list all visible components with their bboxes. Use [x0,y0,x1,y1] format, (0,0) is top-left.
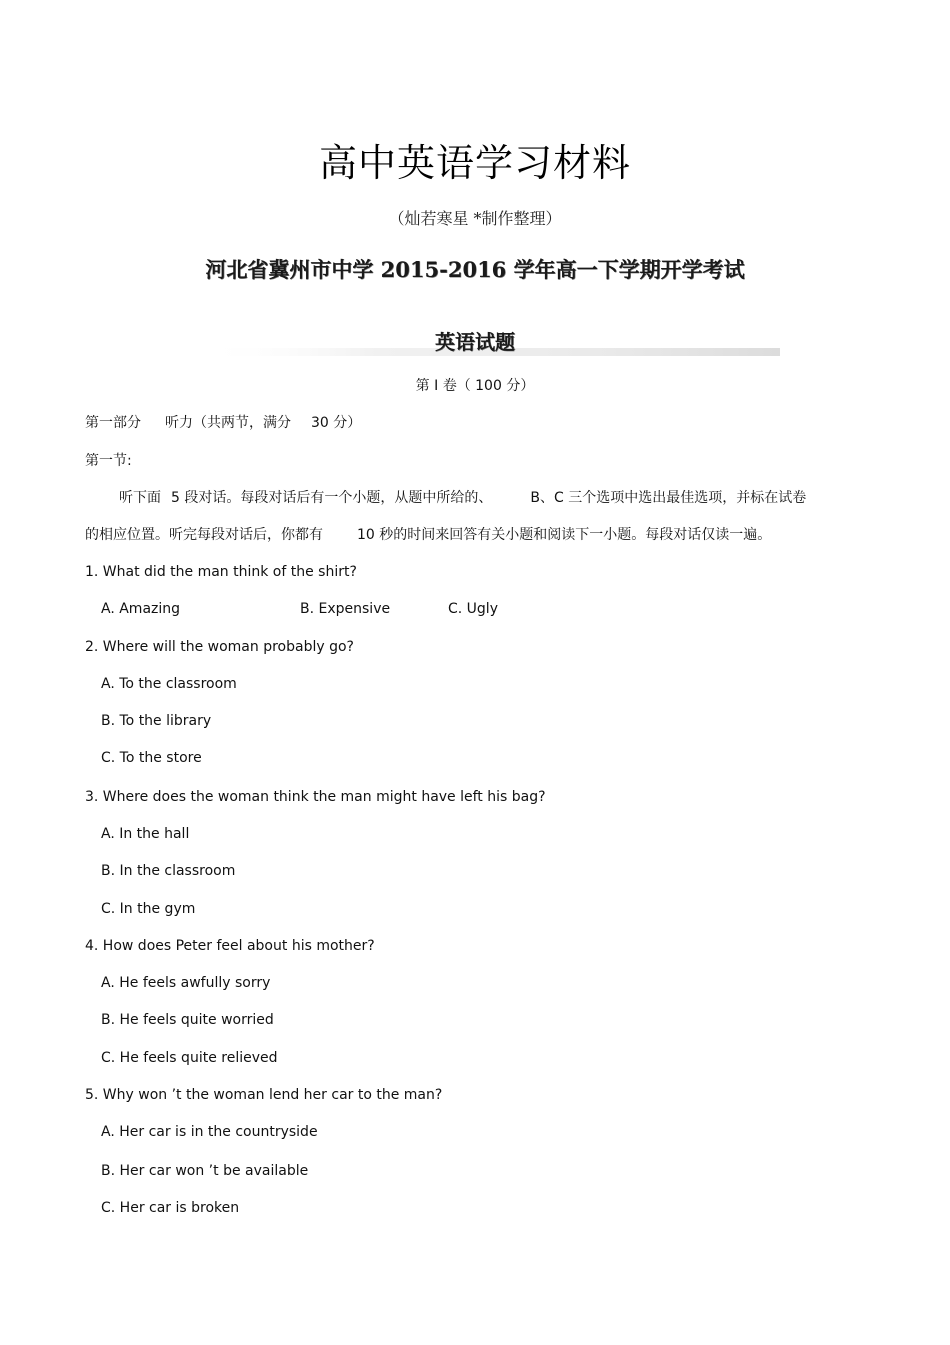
volume-heading: 第 I 卷（ 100 分） [415,378,535,394]
question-2-option-a: A. To the classroom [101,676,237,692]
question-3-option-a: A. In the hall [101,826,190,842]
part-heading [85,412,361,432]
instruction-text: 听下面 [119,490,161,506]
question-3-stem: 3. Where does the woman think the man might have left his bag? [85,789,546,805]
instruction-text: 的相应位置。听完每段对话后，你都有 [85,527,323,543]
question-5-stem: 5. Why won ’t the woman lend her car to the man? [85,1087,443,1103]
question-3-option-c: C. In the gym [101,901,196,917]
instruction-line-2 [85,524,771,544]
question-4-option-a: A. He feels awfully sorry [101,975,271,991]
question-4-option-b: B. He feels quite worried [101,1012,274,1028]
question-1-stem: 1. What did the man think of the shirt? [85,564,357,580]
subject-title: 英语试题 [435,330,515,354]
question-2-stem: 2. Where will the woman probably go? [85,639,354,655]
question-5-option-a: A. Her car is in the countryside [101,1124,318,1140]
section-heading: 第一节: [85,453,132,469]
question-1-option-c: C. Ugly [448,601,498,617]
part-score: 30 分） [311,415,362,431]
question-5-option-b: B. Her car won ’t be available [101,1163,309,1179]
part-label: 第一部分 [85,415,141,431]
instruction-line-1 [119,487,806,507]
instruction-text: 10 秒的时间来回答有关小题和阅读下一小题。每段对话仅读一遍。 [357,527,772,543]
question-2-option-b: B. To the library [101,713,212,729]
question-3-option-b: B. In the classroom [101,863,236,879]
instruction-text: 5 段对话。每段对话后有一个小题，从题中所给的、 [171,490,493,506]
part-description: 听力（共两节，满分 [165,415,291,431]
question-5-option-c: C. Her car is broken [101,1200,240,1216]
question-4-stem: 4. How does Peter feel about his mother? [85,938,375,954]
question-2-option-c: C. To the store [101,750,202,766]
question-1-option-a: A. Amazing [101,601,181,617]
question-4-option-c: C. He feels quite relieved [101,1050,278,1066]
question-1-option-b: B. Expensive [300,601,391,617]
exam-title: 河北省冀州市中学 2015-2016 学年高一下学期开学考试 [205,257,745,282]
main-title: 高中英语学习材料 [318,141,631,185]
subtitle: （灿若寒星 *制作整理） [388,209,562,228]
instruction-text: B、C 三个选项中选出最佳选项，并标在试卷 [530,490,807,506]
